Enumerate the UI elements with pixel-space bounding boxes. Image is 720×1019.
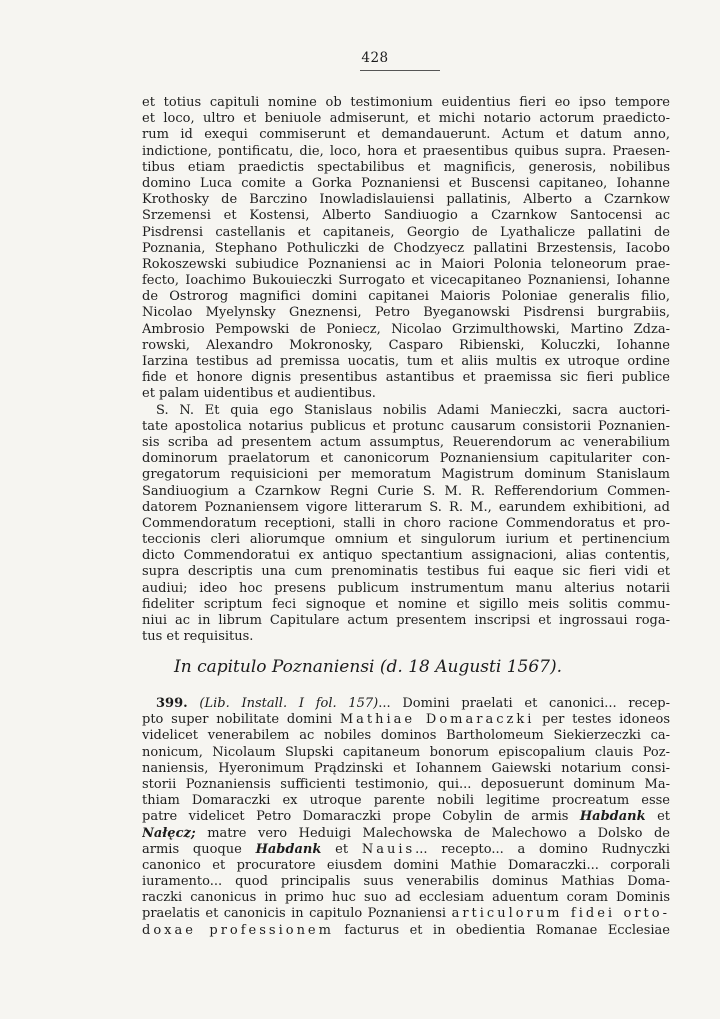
text-line: fideliter scriptum feci signoque et nomine et sigillo meis solitis commu- — [142, 596, 670, 612]
text-line: et totius capituli nomine ob testimonium euidentius fieri eo ipso tempore — [142, 95, 670, 110]
page-number-rule — [360, 70, 440, 71]
text-line: supra descriptis una cum prenominatis testibus fui eaque sic fieri vidi et — [142, 564, 670, 580]
text-block-2 — [142, 696, 670, 939]
text-line: rum id exequi commiserunt et demandauerunt. Actum et datum anno, — [142, 127, 670, 143]
coat-of-arms: Habdank — [579, 809, 646, 825]
text-span: patre videlicet Petro Domaraczki prope Cobylin de armis — [142, 809, 569, 825]
text-line: Rokoszewski subiudice Poznaniensi ac in Maiori Polonia teloneorum prae- — [142, 256, 670, 272]
text-line: videlicet venerabilem ac nobiles dominos Bartholomeum Siekierzeczki ca- — [142, 728, 670, 744]
section-heading: In capitulo Poznaniensi (d. 18 Augusti 1567). — [174, 657, 562, 677]
coat-of-arms: Habdank — [255, 841, 322, 857]
page-number: 428 — [361, 50, 389, 66]
text-line: sis scriba ad presentem actum assumptus, Reuerendorum ac venerabilium — [142, 434, 670, 450]
text-span: pto super nobilitate domini — [142, 712, 333, 728]
text-line: tibus etiam praedictis spectabilibus et magnificis, generosis, nobilibus — [142, 159, 670, 175]
spaced-word: articulorum fidei orto- — [451, 906, 670, 922]
text-line: raczki canonicus in primo huc suo ad ecclesiam aduentum coram Dominis — [142, 890, 670, 906]
spaced-word: doxae professionem — [142, 922, 334, 938]
text-line: Commendoratum receptioni, stalli in choro racione Commendoratus et pro- — [142, 515, 670, 531]
text-line — [142, 712, 670, 728]
text-line: Krothosky de Barczino Inowladislauiensi pallatinis, Alberto a Czarnkow — [142, 192, 670, 208]
text-line: teccionis cleri aliorumque omnium et singulorum iurium et pertinencium — [142, 532, 670, 548]
text-line: domino Luca comite a Gorka Poznaniensi et Buscensi capitaneo, Iohanne — [142, 175, 670, 191]
text-span: per testes idoneos — [542, 712, 670, 728]
text-span: ... recepto... a domino Rudnyczki — [415, 841, 670, 857]
spaced-word: Nauis — [361, 841, 416, 857]
text-line: fecto, Ioachimo Bukouieczki Surrogato et vicecapitaneo Poznaniensi, Iohanne — [142, 273, 670, 289]
text-line: datorem Poznaniensem vigore litterarum S. R. M., earundem exhibitioni, ad — [142, 499, 670, 515]
text-line: canonico et procuratore eiusdem domini Mathie Domaraczki... corporali — [142, 857, 670, 873]
text-span: armis quoque — [142, 841, 242, 857]
text-line: et palam uidentibus et audientibus. — [142, 386, 376, 402]
text-line: Pisdrensi castellanis et capitaneis, Georgio de Lyathalicze pallatini de — [142, 224, 670, 240]
text-line: de Ostrorog magnifici domini capitanei Maioris Poloniae generalis filio, — [142, 289, 670, 305]
text-line — [142, 923, 670, 939]
text-line: audiui; ideo hoc presens publicum instrumentum manu alterius notarii — [142, 580, 670, 596]
text-line: nonicum, Nicolaum Slupski capitaneum bonorum episcopalium clauis Poz- — [142, 744, 670, 760]
text-line — [142, 906, 670, 922]
text-line: Srzemensi et Kostensi, Alberto Sandiuogio a Czarnkow Santocensi ac — [142, 208, 670, 224]
text-line — [142, 809, 670, 825]
text-line: gregatorum requisicioni per memoratum Magistrum dominum Stanislaum — [142, 467, 670, 483]
text-line: Sandiuogium a Czarnkow Regni Curie S. M. R. Refferendorium Commen- — [142, 483, 670, 499]
text-line: Nicolao Myelynsky Gneznensi, Petro Byeganowski Pisdrensi burgrabiis, — [142, 305, 670, 321]
text-line: tate apostolica notarius publicus et protunc causarum consistorii Poznanien- — [142, 418, 670, 434]
text-span: et — [657, 809, 670, 825]
text-line: indictione, pontificatu, die, loco, hora et praesentibus quibus supra. Praesen- — [142, 143, 670, 159]
text-line: dominorum praelatorum et canonicorum Poznaniensium capitulariter con- — [142, 451, 670, 467]
text-line: thiam Domaraczki ex utroque parente nobili legitime procreatum esse — [142, 793, 670, 809]
text-line: dicto Commendoratui ex antiquo spectantium assignacioni, alias contentis, — [142, 548, 670, 564]
text-line: Ambrosio Pempowski de Poniecz, Nicolao Grzimulthowski, Martino Zdza- — [142, 321, 670, 337]
text-line: naniensis, Hyeronimum Prądzinski et Iohannem Gaiewski notarium consi- — [142, 760, 670, 776]
text-line: Iarzina testibus ad premissa uocatis, tum et aliis multis ex utroque ordine — [142, 354, 670, 369]
text-span: facturus et in obedientia Romanae Ecclesiae — [344, 922, 670, 938]
text-line — [142, 842, 670, 858]
text-line — [142, 696, 670, 712]
entry-number: 399. — [156, 696, 188, 711]
text-line: fide et honore dignis presentibus astantibus et praemissa sic fieri publice — [142, 370, 670, 386]
text-line: niui ac in librum Capitulare actum presentem inscripsi et ingrossaui roga- — [142, 613, 670, 628]
text-span: et — [335, 841, 349, 857]
text-line — [142, 826, 670, 842]
text-span: ... Domini praelati et canonici... recep- — [378, 696, 670, 711]
text-line: Poznania, Stephano Pothuliczki de Chodzyecz pallatini Brzestensis, Iacobo — [142, 240, 670, 256]
spaced-name: Mathiae Domaraczki — [339, 712, 535, 728]
entry-source: (Lib. Install. I fol. 157) — [199, 696, 379, 711]
text-line: iuramento... quod principalis suus venerabilis dominus Mathias Doma- — [142, 874, 670, 890]
text-block-1 — [142, 95, 670, 645]
coat-of-arms: Nałęcz; — [142, 825, 196, 841]
text-line: storii Poznaniensis sufficienti testimonio, qui... deposuerunt dominum Ma- — [142, 776, 670, 792]
text-line: tus et requisitus. — [142, 629, 254, 645]
text-line: rowski, Alexandro Mokronosky, Casparo Ribienski, Koluczki, Iohanne — [142, 337, 670, 353]
text-span: praelatis et canonicis in capitulo Poznaniensi — [142, 906, 447, 922]
text-span: matre vero Heduigi Malechowska de Malechowo a Dolsko de — [207, 825, 670, 841]
text-line: S. N. Et quia ego Stanislaus nobilis Adami Manieczki, sacra auctori- — [156, 402, 670, 418]
text-line: et loco, ultro et beniuole admiserunt, et michi notario actorum praedicto- — [142, 111, 670, 127]
